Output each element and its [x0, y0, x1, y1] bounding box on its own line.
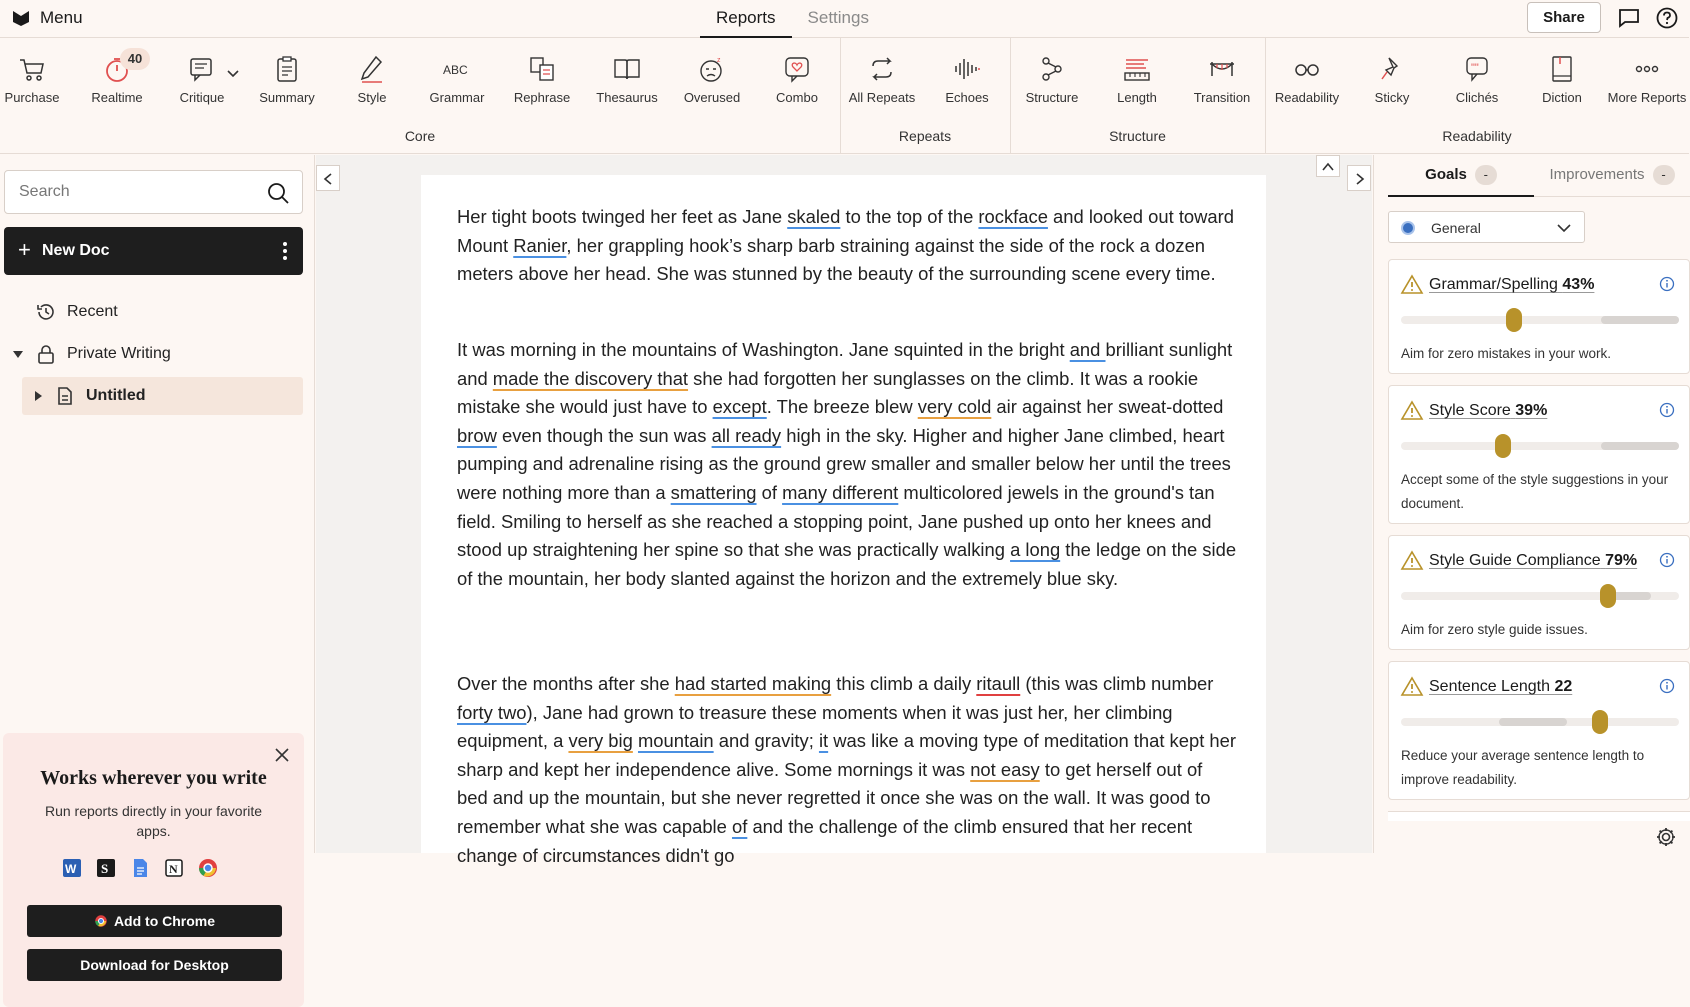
svg-text:W: W: [65, 862, 77, 876]
goal-card-style-guide[interactable]: [1388, 535, 1690, 650]
close-icon[interactable]: [274, 747, 290, 763]
quote-bubble-icon: [1462, 54, 1492, 84]
goal-slider-thumb[interactable]: [1495, 434, 1511, 458]
promo-text: Run reports directly in your favorite apps.: [44, 803, 263, 839]
warning-icon: [1401, 274, 1423, 294]
group-label-structure: Structure: [1109, 128, 1166, 144]
warning-icon: [1401, 676, 1423, 696]
tool-grammar[interactable]: ABC Grammar: [415, 38, 499, 110]
goal-card-style-score[interactable]: [1388, 385, 1690, 524]
ruler-icon: [1122, 54, 1152, 84]
chrome-icon: [94, 914, 108, 928]
tool-rephrase[interactable]: Rephrase: [500, 38, 584, 110]
structure-icon: [1037, 54, 1067, 84]
profile-color-dot: [1401, 221, 1415, 235]
tool-readability[interactable]: Readability: [1265, 38, 1349, 110]
notion-icon: [163, 857, 185, 879]
right-panel: [1373, 155, 1689, 853]
reports-toolbar: [0, 38, 1689, 154]
goals-tabs: [1388, 155, 1690, 197]
menu-button[interactable]: [12, 8, 83, 28]
repeat-icon: [867, 54, 897, 84]
chevron-right-icon: [1355, 173, 1365, 185]
goal-title: Sentence Length 22: [1429, 678, 1573, 695]
tab-improvements[interactable]: Improvements -: [1534, 155, 1690, 197]
lock-icon: [36, 344, 56, 364]
paragraph-3[interactable]: Over the months after she had started making this climb a daily ritaull (this was climb number forty two), Jane had grown to treasure these moments when it was just her, her climbing equipment, a very big mountain and gravity; it was like a moving type of meditation that kept her sharp and kept her independence alive. Some mornings it was not easy to get herself out of bed and up the mountain, but she never regretted it once she was on the wall. It was good to remember what she was capable of and the challenge of the climb ensured that her recent change of circumstances didn't go: [457, 673, 1237, 866]
group-label-readability: Readability: [1442, 128, 1512, 144]
tool-diction[interactable]: Diction: [1520, 38, 1604, 110]
paragraph-2[interactable]: It was morning in the mountains of Washington. Jane squinted in the bright and brilliant sunlight and made the discovery that she had forgotten her sunglasses on the climb. It was a rookie mistake she would just have to except. The breeze blew very cold air against her sweat-dotted brow even though the sun was all ready high in the sky. Higher and higher Jane climbed, heart pumping and adrenaline rising as the ground grew smaller and smaller below her until the trees were nothing more than a smattering of many different multicolored jewels in the ground's tan field. Smiling to herself as she reached a stopping point, Jane pushed up onto her knees and stood up straightening her spine so that she was practically walking a long the ledge on the side of the mountain, her body slanted against the horizon and the extremely blue sky.: [457, 339, 1237, 589]
goal-description: Reduce your average sentence length to improve readability.: [1401, 748, 1645, 787]
tool-more-reports[interactable]: More Reports: [1605, 38, 1689, 110]
more-icon: [1632, 54, 1662, 84]
dictionary-icon: [1547, 54, 1577, 84]
left-sidebar: [0, 155, 315, 973]
goal-card-partial: [1388, 811, 1690, 821]
document-page[interactable]: [421, 175, 1266, 866]
logo-icon: [12, 10, 30, 26]
goal-description: Aim for zero style guide issues.: [1401, 622, 1588, 637]
word-icon: [61, 857, 83, 879]
tool-purchase[interactable]: Purchase: [0, 38, 74, 110]
collapse-left-button[interactable]: [316, 165, 340, 191]
group-label-repeats: Repeats: [898, 128, 952, 144]
tool-echoes[interactable]: Echoes: [925, 38, 1009, 110]
collapse-right-button[interactable]: [1347, 165, 1371, 191]
tab-reports[interactable]: Reports: [700, 0, 792, 38]
goal-description: Aim for zero mistakes in your work.: [1401, 346, 1612, 361]
clipboard-icon: [272, 54, 302, 84]
soundwave-icon: [952, 54, 982, 84]
tool-summary[interactable]: Summary: [245, 38, 329, 110]
tool-cliches[interactable]: "" Clichés: [1435, 38, 1519, 110]
document-icon: [55, 386, 75, 406]
bridge-icon: [1207, 54, 1237, 84]
svg-text:ABC: ABC: [443, 63, 468, 77]
chevron-down-icon: [1556, 220, 1572, 236]
chevron-left-icon: [323, 173, 333, 185]
tool-thesaurus[interactable]: Thesaurus: [585, 38, 669, 110]
tool-all-repeats[interactable]: All Repeats: [840, 38, 924, 110]
warning-icon: [1401, 550, 1423, 570]
goal-slider-track: [1401, 718, 1679, 726]
info-icon[interactable]: [1659, 402, 1675, 418]
tool-combo[interactable]: Combo: [755, 38, 839, 110]
new-doc-button[interactable]: + New Doc: [4, 227, 303, 275]
caret-down-icon[interactable]: [12, 348, 24, 360]
svg-text:z: z: [717, 57, 721, 64]
combo-icon: [782, 54, 812, 84]
scrivener-icon: [95, 857, 117, 879]
tool-transition[interactable]: Transition: [1180, 38, 1264, 110]
abc-icon: [442, 54, 472, 84]
help-icon[interactable]: [1655, 6, 1679, 30]
svg-text:N: N: [169, 862, 178, 876]
goal-profile-select[interactable]: General: [1388, 211, 1585, 243]
goal-slider-track: [1401, 592, 1679, 600]
goal-slider-thumb[interactable]: [1600, 584, 1616, 608]
gear-icon[interactable]: [1655, 826, 1677, 848]
menu-label: Menu: [40, 8, 83, 27]
goal-title: Grammar/Spelling 43%: [1429, 276, 1595, 293]
tool-sticky[interactable]: Sticky: [1350, 38, 1434, 110]
kebab-menu-icon[interactable]: [277, 239, 293, 263]
caret-right-icon[interactable]: [32, 390, 44, 402]
group-label-core: Core: [404, 128, 436, 144]
download-desktop-button[interactable]: Download for Desktop: [27, 949, 282, 981]
sidebar-item-private-writing[interactable]: Private Writing: [4, 335, 303, 373]
info-icon[interactable]: [1659, 552, 1675, 568]
svg-text:"": "": [1471, 62, 1479, 74]
realtime-badge: 40: [120, 48, 150, 70]
tab-goals[interactable]: Goals -: [1388, 155, 1534, 197]
rephrase-icon: [527, 54, 557, 84]
goal-slider-track: [1401, 442, 1679, 450]
search-icon[interactable]: [266, 181, 290, 205]
tool-length[interactable]: Length: [1095, 38, 1179, 110]
cart-icon: [17, 54, 47, 84]
tool-style[interactable]: Style: [330, 38, 414, 110]
pen-icon: [357, 54, 387, 84]
search-input[interactable]: [19, 183, 259, 201]
history-icon: [36, 302, 56, 322]
chrome-icon: [197, 857, 219, 879]
goal-slider-thumb[interactable]: [1506, 308, 1522, 332]
warning-icon: [1401, 400, 1423, 420]
book-icon: [612, 54, 642, 84]
search-box: [4, 170, 303, 214]
google-docs-icon: [129, 857, 151, 879]
sidebar-item-untitled[interactable]: Untitled: [22, 377, 303, 415]
goal-card-grammar[interactable]: [1388, 259, 1690, 374]
goal-slider-thumb[interactable]: [1592, 710, 1608, 734]
tool-overused[interactable]: z Overused: [670, 38, 754, 110]
goal-description: Accept some of the style suggestions in your document.: [1401, 472, 1669, 511]
info-icon[interactable]: [1659, 678, 1675, 694]
glasses-icon: [1292, 54, 1322, 84]
tab-settings[interactable]: Settings: [807, 8, 869, 27]
collapse-top-button[interactable]: [1316, 155, 1340, 177]
goal-card-sentence-length[interactable]: [1388, 661, 1690, 800]
tool-critique[interactable]: Critique: [160, 38, 244, 110]
tired-face-icon: [697, 54, 727, 84]
plus-icon: +: [18, 237, 31, 262]
app-icons: [61, 857, 219, 879]
paragraph-1[interactable]: Her tight boots twinged her feet as Jane skaled to the top of the rockface and looked out toward Mount Ranier, her grappling hook’s sharp barb straining against the side of the rock a dozen meters above her head. She was stunned by the beauty of the surrounding scene every time.: [457, 206, 1235, 285]
add-to-chrome-button[interactable]: Add to Chrome: [27, 905, 282, 937]
goal-slider-track: [1401, 316, 1679, 324]
promo-title: Works wherever you write: [40, 767, 267, 789]
chevron-down-icon[interactable]: [226, 66, 240, 80]
pin-icon: [1377, 54, 1407, 84]
top-tabs: [700, 0, 885, 38]
top-bar: [0, 0, 1689, 38]
chevron-up-icon: [1322, 162, 1334, 172]
tool-structure[interactable]: Structure: [1010, 38, 1094, 110]
critique-icon: [187, 54, 217, 84]
goal-title: Style Score 39%: [1429, 402, 1548, 419]
info-icon[interactable]: [1659, 276, 1675, 292]
tool-realtime[interactable]: 40 Realtime: [75, 38, 159, 110]
svg-text:S: S: [101, 861, 109, 876]
promo-card: [3, 733, 304, 1007]
share-button[interactable]: Share: [1527, 2, 1601, 33]
goal-title: Style Guide Compliance 79%: [1429, 552, 1638, 569]
sidebar-item-recent[interactable]: Recent: [4, 293, 303, 331]
comment-icon[interactable]: [1617, 6, 1641, 30]
